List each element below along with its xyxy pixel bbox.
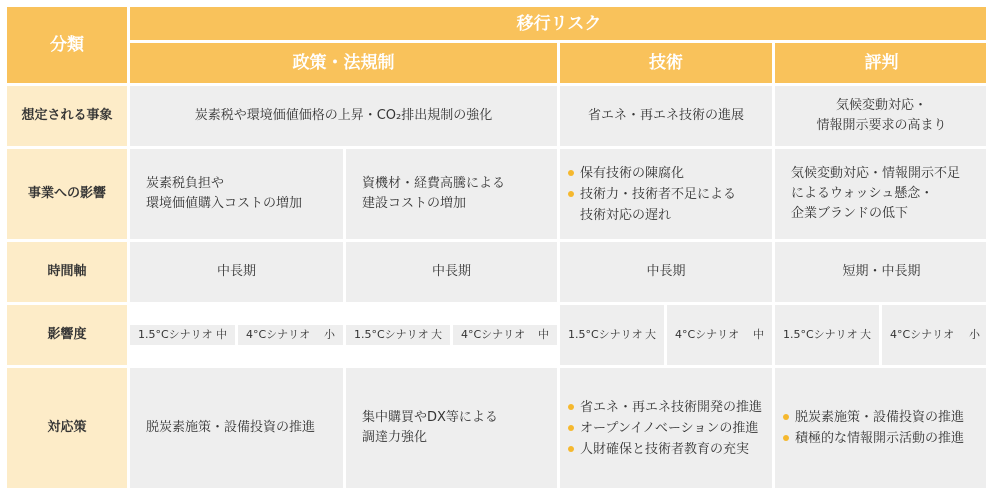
degree-scenario: 4°Cシナリオ [461, 328, 526, 341]
degree-policy-a [130, 305, 343, 365]
list-item: 省エネ・再エネ技術開発の推進 [568, 397, 762, 418]
degree-level: 中 [538, 328, 549, 341]
list-item: オープンイノベーションの推進 [568, 418, 762, 439]
degree-level: 小 [324, 328, 335, 341]
row-header-events: 想定される事象 [7, 86, 127, 146]
impact-policy-a-text: 炭素税負担や 環境価値購入コストの増加 [146, 176, 303, 211]
degree-scenario: 1.5°Cシナリオ [568, 328, 643, 341]
row-header-degree: 影響度 [7, 305, 127, 365]
degree-cell [775, 305, 879, 365]
events-policy: 炭素税や環境価値価格の上昇・CO₂排出規制の強化 [130, 86, 557, 146]
list-item: 保有技術の陳腐化 [568, 163, 736, 184]
degree-cell [346, 325, 450, 345]
list-item: 人財確保と技術者教育の充実 [568, 439, 762, 460]
list-item: 技術力・技術者不足による 技術対応の遅れ [568, 184, 736, 226]
degree-level: 小 [969, 328, 980, 341]
transition-risk-header: 移行リスク [130, 7, 986, 40]
degree-level: 大 [431, 328, 442, 341]
impact-policy-a [130, 149, 343, 239]
degree-level: 中 [216, 328, 227, 341]
degree-cell [667, 305, 772, 365]
row-header-impact: 事業への影響 [7, 149, 127, 239]
row-header-measures: 対応策 [7, 368, 127, 488]
impact-policy-b-text: 資機材・経費高騰による 建設コストの増加 [362, 176, 506, 211]
timeline-policy-b: 中長期 [346, 242, 557, 302]
degree-scenario: 1.5°Cシナリオ [783, 328, 858, 341]
degree-cell [560, 305, 664, 365]
degree-scenario: 4°Cシナリオ [890, 328, 955, 341]
measures-reputation-list [783, 407, 964, 449]
technology-header: 技術 [560, 43, 772, 83]
measures-policy-a [130, 368, 343, 488]
list-item: 積極的な情報開示活動の推進 [783, 428, 964, 449]
degree-cell [453, 325, 557, 345]
measures-policy-b [346, 368, 557, 488]
measures-technology [560, 368, 772, 488]
row-header-timeline: 時間軸 [7, 242, 127, 302]
events-reputation: 気候変動対応・ 情報開示要求の高まり [775, 86, 986, 146]
degree-cell [130, 325, 235, 345]
degree-scenario: 4°Cシナリオ [246, 328, 311, 341]
transition-risk-table [7, 7, 986, 488]
degree-scenario: 1.5°Cシナリオ [138, 328, 213, 341]
policy-header: 政策・法規制 [130, 43, 557, 83]
degree-cell [882, 305, 986, 365]
reputation-header: 評判 [775, 43, 986, 83]
events-technology: 省エネ・再エネ技術の進展 [560, 86, 772, 146]
measures-reputation [775, 368, 986, 488]
timeline-technology: 中長期 [560, 242, 772, 302]
degree-policy-b [346, 305, 557, 365]
impact-technology-list [568, 163, 736, 226]
degree-level: 大 [860, 328, 871, 341]
degree-scenario: 4°Cシナリオ [675, 328, 740, 341]
impact-policy-b [346, 149, 557, 239]
degree-level: 大 [645, 328, 656, 341]
measures-policy-b-text: 集中購買やDX等による 調達力強化 [362, 410, 498, 445]
timeline-policy-a: 中長期 [130, 242, 343, 302]
measures-technology-list [568, 397, 762, 460]
list-item: 脱炭素施策・設備投資の推進 [783, 407, 964, 428]
impact-reputation [775, 149, 986, 239]
measures-policy-a-text: 脱炭素施策・設備投資の推進 [146, 420, 316, 435]
degree-level: 中 [753, 328, 764, 341]
degree-scenario: 1.5°Cシナリオ [354, 328, 429, 341]
impact-reputation-text: 気候変動対応・情報開示不足 によるウォッシュ懸念・ 企業ブランドの低下 [791, 166, 961, 221]
degree-cell [238, 325, 343, 345]
timeline-reputation: 短期・中長期 [775, 242, 986, 302]
impact-technology [560, 149, 772, 239]
category-header: 分類 [7, 7, 127, 83]
